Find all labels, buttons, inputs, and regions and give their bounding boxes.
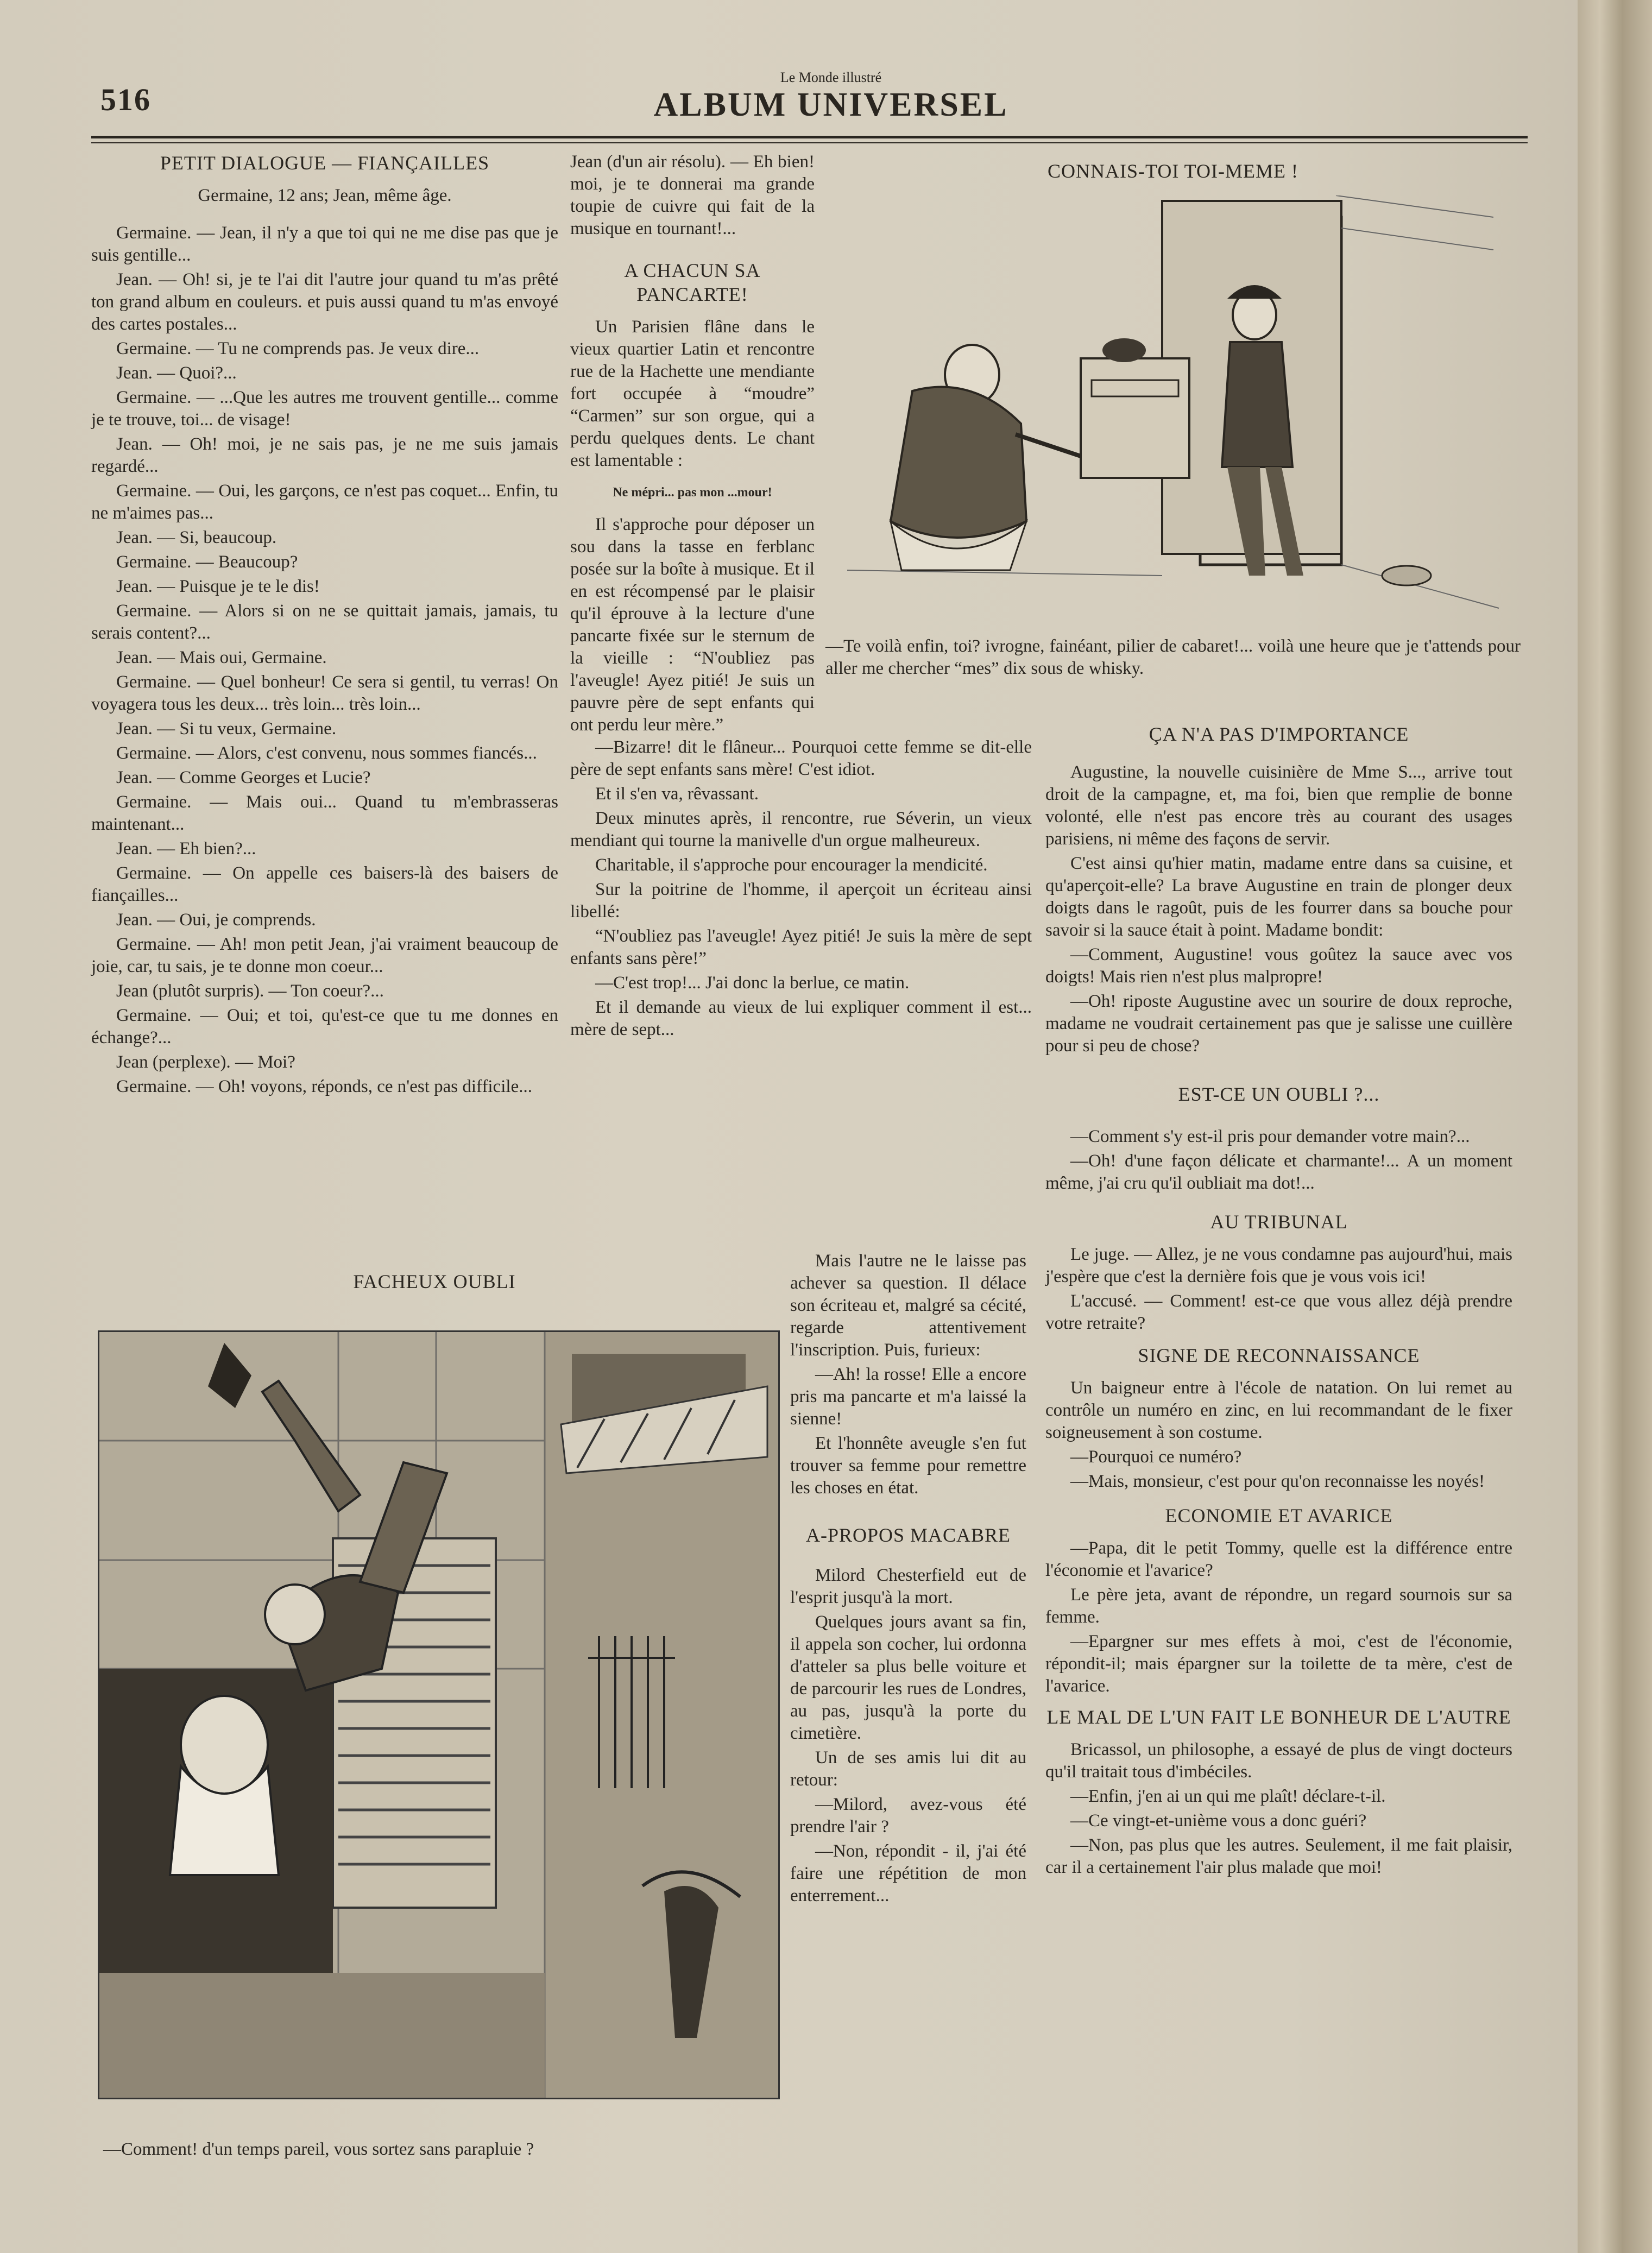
paragraph: Il s'approche pour déposer un sou dans la tasse en ferblanc posée sur la boîte à musique. Et il en est récompensé par le plaisir qu'il éprouve à la lecture d'une pancarte fixée sur le sternum de la vieille : “N'oubliez pas l'aveugle! Ayez pitié! Je suis un pauvre père de sept enfants qui ont perdu leur mère.” <box>570 515 815 735</box>
paragraph: Et il demande au vieux de lui expliquer comment il est... mère de sept... <box>570 998 1032 1039</box>
masthead: ALBUM UNIVERSEL <box>653 86 1008 123</box>
paragraph: Germaine. — ...Que les autres me trouvent gentille... comme je te trouve, toi... de visage! <box>91 388 558 430</box>
header-rule <box>91 136 1528 138</box>
paragraph: —Papa, dit le petit Tommy, quelle est la différence entre l'économie et l'avarice? <box>1045 1538 1512 1580</box>
article-title: SIGNE DE RECONNAISSANCE <box>1138 1345 1420 1366</box>
paragraph: Augustine, la nouvelle cuisinière de Mme S..., arrive tout droit de la campagne, et, ma foi, bien que remplie de bonne volonté, elle n'est pas encore très au courant des usages parisiens, ni même des façons de servir. <box>1045 762 1512 849</box>
paragraph: Deux minutes après, il rencontre, rue Séverin, un vieux mendiant qui tourne la manivelle d'un orgue malheureux. <box>570 809 1032 850</box>
paragraph: Bricassol, un philosophe, a essayé de plus de vingt docteurs qu'il traitait tous d'imbéciles. <box>1045 1740 1512 1782</box>
page-number: 516 <box>100 82 151 117</box>
article-title: ÇA N'A PAS D'IMPORTANCE <box>1149 723 1409 745</box>
paragraph: —Bizarre! dit le flâneur... Pourquoi cette femme se dit-elle père de sept enfants sans mère! C'est idiot. <box>570 737 1032 779</box>
paragraph: Un baigneur entre à l'école de natation. On lui remet au contrôle un numéro en zinc, en lui recommandant de le fixer soigneusement à son costume. <box>1045 1378 1512 1442</box>
paragraph: L'accusé. — Comment! est-ce que vous allez déjà prendre votre retraite? <box>1045 1291 1512 1333</box>
paragraph: Jean. — Mais oui, Germaine. <box>116 648 327 667</box>
paragraph: Et il s'en va, rêvassant. <box>595 784 759 804</box>
figure-title: FACHEUX OUBLI <box>353 1271 516 1292</box>
paragraph: Jean. — Comme Georges et Lucie? <box>116 768 371 787</box>
cartoon-couple-drawing <box>847 195 1504 614</box>
paragraph: Un Parisien flâne dans le vieux quartier Latin et rencontre rue de la Hachette une mendiante fort occupée à “moudre” “Carmen” sur son orgue, qui a perdu quelques dents. Le chant est lamentable : <box>570 317 815 470</box>
article-title: A CHACUN SA PANCARTE! <box>624 260 761 305</box>
right-column-articles <box>1045 722 1512 1881</box>
paragraph: —Mais, monsieur, c'est pour qu'on reconnaisse les noyés! <box>1070 1472 1485 1491</box>
paragraph: Germaine. — Oui; et toi, qu'est-ce que tu me donnes en échange?... <box>91 1006 558 1047</box>
paragraph: —Ce vingt-et-unième vous a donc guéri? <box>1070 1811 1367 1831</box>
paragraph: —Epargner sur mes effets à moi, c'est de l'économie, répondit-il; mais épargner sur la toilette de ta mère, c'est de l'avarice. <box>1045 1632 1512 1696</box>
paragraph: Jean. — Oh! moi, je ne sais pas, je ne me suis jamais regardé... <box>91 434 558 476</box>
paragraph: Mais l'autre ne le laisse pas achever sa question. Il délace son écriteau et, malgré sa cécité, regarde attentivement l'inscription. Puis, furieux: <box>790 1251 1026 1360</box>
pancarte-continued <box>790 1250 1026 1909</box>
paragraph: Jean. — Oh! si, je te l'ai dit l'autre jour quand tu m'as prêté ton grand album en couleurs. et puis aussi quand tu m'as envoyé des cartes postales... <box>91 270 558 334</box>
paragraph: —Comment, Augustine! vous goûtez la sauce avec vos doigts! Mais rien n'est plus malpropre! <box>1045 945 1512 987</box>
paragraph: Germaine. — On appelle ces baisers-là des baisers de fiançailles... <box>91 863 558 905</box>
paragraph: Germaine. — Jean, il n'y a que toi qui ne me dise pas que je suis gentille... <box>91 223 558 265</box>
paragraph: Germaine. — Quel bonheur! Ce sera si gentil, tu verras! On voyagera tous les deux... très loin... très loin... <box>91 672 558 714</box>
figure-caption: —Comment! d'un temps pareil, vous sortez sans parapluie ? <box>103 2140 534 2159</box>
paragraph: —Oh! riposte Augustine avec un sourire de doux reproche, madame ne voudrait certainement pas que je salisse une cuillère pour si peu de chose? <box>1045 992 1512 1056</box>
figure-title: CONNAIS-TOI TOI-MEME ! <box>1048 160 1298 182</box>
paragraph: Germaine. — Oui, les garçons, ce n'est pas coquet... Enfin, tu ne m'aimes pas... <box>91 481 558 523</box>
page-edge <box>1578 0 1652 2253</box>
paragraph: Germaine. — Mais oui... Quand tu m'embrasseras maintenant... <box>91 792 558 834</box>
paragraph: Milord Chesterfield eut de l'esprit jusqu'à la mort. <box>790 1566 1026 1607</box>
paragraph: Sur la poitrine de l'homme, il aperçoit un écriteau ainsi libellé: <box>570 880 1032 922</box>
paragraph: Jean. — Quoi?... <box>116 363 237 383</box>
article-title: AU TRIBUNAL <box>1210 1211 1348 1233</box>
paragraph: Germaine. — Ah! mon petit Jean, j'ai vraiment beaucoup de joie, car, tu sais, je te donne mon coeur... <box>91 935 558 976</box>
paragraph: Jean. — Si tu veux, Germaine. <box>116 719 337 739</box>
illustration-connais-toi <box>847 195 1504 614</box>
paragraph: Germaine. — Alors, c'est convenu, nous sommes fiancés... <box>116 743 537 763</box>
paragraph: —C'est trop!... J'ai donc la berlue, ce matin. <box>595 973 910 993</box>
paragraph: —Milord, avez-vous été prendre l'air ? <box>790 1795 1026 1837</box>
dialogue-article <box>91 151 558 1100</box>
paragraph: Jean (plutôt surpris). — Ton coeur?... <box>116 981 384 1001</box>
article-title: A-PROPOS MACABRE <box>805 1524 1011 1546</box>
header-rule-thin <box>91 142 1528 143</box>
cartoon-falling-man-drawing <box>99 1332 778 2098</box>
paragraph: Quelques jours avant sa fin, il appela son cocher, lui ordonna d'atteler sa plus belle voiture et de parcourir les rues de Londres, au pas, jusqu'à la porte du cimetière. <box>790 1612 1026 1743</box>
paragraph: Germaine, 12 ans; Jean, même âge. <box>198 186 452 205</box>
paragraph: Et l'honnête aveugle s'en fut trouver sa femme pour remettre les choses en état. <box>790 1434 1026 1498</box>
article-title: EST-CE UN OUBLI ?... <box>1178 1083 1380 1105</box>
paragraph: —Comment s'y est-il pris pour demander votre main?... <box>1070 1127 1470 1146</box>
paragraph: Le juge. — Allez, je ne vous condamne pas aujourd'hui, mais j'espère que c'est la dernière fois que je vous vois ici! <box>1045 1245 1512 1286</box>
paragraph: Jean. — Oui, je comprends. <box>116 910 316 930</box>
article-title: LE MAL DE L'UN FAIT LE BONHEUR DE L'AUTRE <box>1046 1706 1511 1728</box>
paragraph: Germaine. — Oh! voyons, réponds, ce n'est pas difficile... <box>116 1077 532 1096</box>
article-title: PETIT DIALOGUE — FIANÇAILLES <box>160 152 490 174</box>
article-title: ECONOMIE ET AVARICE <box>1165 1505 1393 1526</box>
paragraph: Jean (perplexe). — Moi? <box>116 1052 295 1072</box>
paragraph: Germaine. — Alors si on ne se quittait jamais, jamais, tu serais content?... <box>91 601 558 643</box>
paragraph: —Pourquoi ce numéro? <box>1070 1447 1242 1467</box>
paragraph: —Ah! la rosse! Elle a encore pris ma pancarte et m'a laissé la sienne! <box>790 1365 1026 1429</box>
paragraph: —Non, pas plus que les autres. Seulement, il me fait plaisir, car il a certainement l'air plus malade que moi! <box>1045 1835 1512 1877</box>
illustration-facheux-oubli <box>98 1330 780 2099</box>
paragraph: Jean. — Eh bien?... <box>116 839 256 859</box>
paragraph: Germaine. — Tu ne comprends pas. Je veux dire... <box>116 339 480 358</box>
paragraph: “N'oubliez pas l'aveugle! Ayez pitié! Je suis la mère de sept enfants sans père!” <box>570 926 1032 968</box>
paragraph: Un de ses amis lui dit au retour: <box>790 1748 1026 1790</box>
paragraph: —Enfin, j'en ai un qui me plaît! déclare-t-il. <box>1070 1787 1386 1806</box>
paragraph: Jean. — Si, beaucoup. <box>116 528 277 547</box>
figure-caption: —Te voilà enfin, toi? ivrogne, fainéant, pilier de cabaret!... voilà une heure que je t'attends pour aller me chercher “mes” dix sous de whisky. <box>825 636 1521 678</box>
paragraph: —Non, répondit - il, j'ai été faire une répétition de mon enterrement... <box>790 1841 1026 1905</box>
paragraph: Jean. — Puisque je te le dis! <box>116 577 320 596</box>
paragraph: —Oh! d'une façon délicate et charmante!... A un moment même, j'ai cru qu'il oubliait ma dot!... <box>1045 1151 1512 1193</box>
paragraph: Le père jeta, avant de répondre, un regard sournois sur sa femme. <box>1045 1585 1512 1627</box>
paragraph: C'est ainsi qu'hier matin, madame entre dans sa cuisine, et qu'aperçoit-elle? La brave Augustine en train de plonger deux doigts dans le ragoût, puis de les fourrer dans sa bouche pour savoir si la sauce était à point. Madame bondit: <box>1045 854 1512 940</box>
music-notation: Ne mépri... pas mon ...mour! <box>613 485 772 500</box>
paragraph: Jean (d'un air résolu). — Eh bien! moi, je te donnerai ma grande toupie de cuivre qui fait de la musique en tournant!... <box>570 152 815 238</box>
paragraph: Germaine. — Beaucoup? <box>116 552 298 572</box>
kicker: Le Monde illustré <box>780 70 882 85</box>
paragraph: Charitable, il s'approche pour encourager la mendicité. <box>595 855 988 875</box>
